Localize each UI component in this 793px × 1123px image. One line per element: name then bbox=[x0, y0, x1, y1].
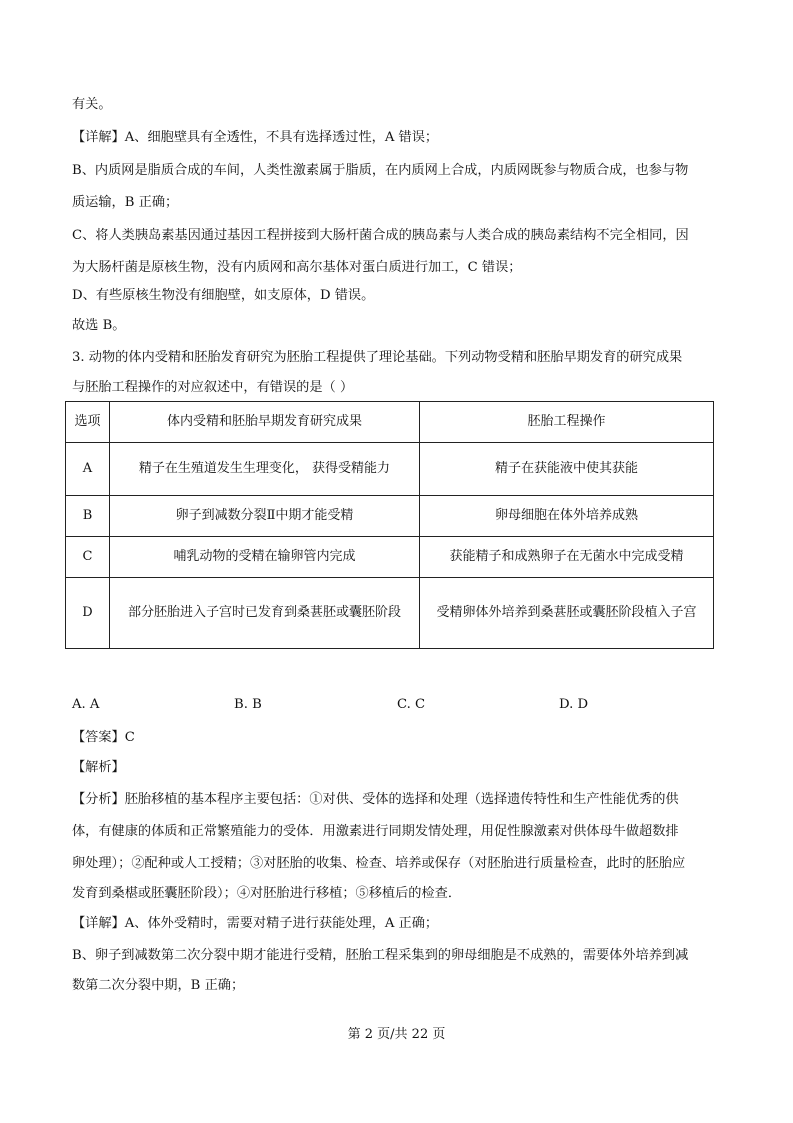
text-line: B、内质网是脂质合成的车间，人类性激素属于脂质，在内质网上合成，内质网既参与物质合成，也参与物 bbox=[72, 163, 689, 178]
table-cell: 精子在获能液中使其获能 bbox=[420, 443, 714, 496]
text-line: 故选 B。 bbox=[72, 318, 126, 333]
text-line: 数第二次分裂中期，B 正确； bbox=[72, 978, 245, 993]
text-line: 卵处理）；②配种或人工授精；③对胚胎的收集、检查、培养或保存（对胚胎进行质量检查，此时的胚胎应 bbox=[72, 856, 686, 871]
text-line: 【解析】 bbox=[72, 760, 125, 775]
table-header-cell: 选项 bbox=[66, 402, 110, 443]
option-d: D. D bbox=[559, 697, 589, 712]
text-line: 3. 动物的体内受精和胚胎发育研究为胚胎工程提供了理论基础。下列动物受精和胚胎早期发育的研究成果 bbox=[72, 350, 683, 365]
table-cell: 卵子到减数分裂Ⅱ中期才能受精 bbox=[110, 496, 420, 537]
text-line: B、卵子到减数第二次分裂中期才能进行受精，胚胎工程采集到的卵母细胞是不成熟的，需要体外培养到减 bbox=[72, 948, 689, 963]
text-line: 【分析】胚胎移植的基本程序主要包括：①对供、受体的选择和处理（选择遗传特性和生产性能优秀的供 bbox=[72, 792, 679, 807]
table-row bbox=[66, 537, 714, 578]
text-line: C、将人类胰岛素基因通过基因工程拼接到大肠杆菌合成的胰岛素与人类合成的胰岛素结构不完全相同，因 bbox=[72, 228, 689, 243]
option-b: B. B bbox=[234, 697, 262, 712]
text-line: 【详解】A、体外受精时，需要对精子进行获能处理，A 正确； bbox=[72, 916, 439, 931]
text-line: 体，有健康的体质和正常繁殖能力的受体．用激素进行同期发情处理，用促性腺激素对供体母牛做超数排 bbox=[72, 824, 679, 839]
page-footer: 第 2 页/共 22 页 bbox=[347, 1027, 446, 1042]
table-cell: 受精卵体外培养到桑葚胚或囊胚阶段植入子宫 bbox=[420, 578, 714, 649]
table-row bbox=[66, 496, 714, 537]
table-cell: 获能精子和成熟卵子在无菌水中完成受精 bbox=[420, 537, 714, 578]
option-c: C. C bbox=[397, 697, 426, 712]
text-line: 【答案】C bbox=[72, 730, 135, 745]
text-line: D、有些原核生物没有细胞壁，如支原体，D 错误。 bbox=[72, 288, 375, 303]
table-header-cell: 体内受精和胚胎早期发育研究成果 bbox=[110, 402, 420, 443]
table-cell: B bbox=[66, 496, 110, 537]
table-cell: 精子在生殖道发生生理变化， 获得受精能力 bbox=[110, 443, 420, 496]
table-cell: D bbox=[66, 578, 110, 649]
table-row bbox=[66, 443, 714, 496]
table-header-row bbox=[66, 402, 714, 443]
text-line: 质运输，B 正确； bbox=[72, 195, 179, 210]
table-cell: C bbox=[66, 537, 110, 578]
text-line: 发育到桑椹或胚囊胚阶段）；④对胚胎进行移植；⑤移植后的检查． bbox=[72, 886, 462, 901]
text-line: 有关。 bbox=[72, 97, 112, 112]
comparison-table bbox=[65, 401, 714, 649]
option-a: A. A bbox=[72, 697, 100, 712]
table-cell: A bbox=[66, 443, 110, 496]
text-line: 与胚胎工程操作的对应叙述中，有错误的是（ ） bbox=[72, 380, 354, 395]
table-row bbox=[66, 578, 714, 649]
text-line: 为大肠杆菌是原核生物，没有内质网和高尔基体对蛋白质进行加工，C 错误； bbox=[72, 260, 522, 275]
table-cell: 部分胚胎进入子宫时已发育到桑葚胚或囊胚阶段 bbox=[110, 578, 420, 649]
table-cell: 哺乳动物的受精在输卵管内完成 bbox=[110, 537, 420, 578]
text-line: 【详解】A、细胞壁具有全透性，不具有选择透过性，A 错误； bbox=[72, 130, 439, 145]
table-cell: 卵母细胞在体外培养成熟 bbox=[420, 496, 714, 537]
table-header-cell: 胚胎工程操作 bbox=[420, 402, 714, 443]
